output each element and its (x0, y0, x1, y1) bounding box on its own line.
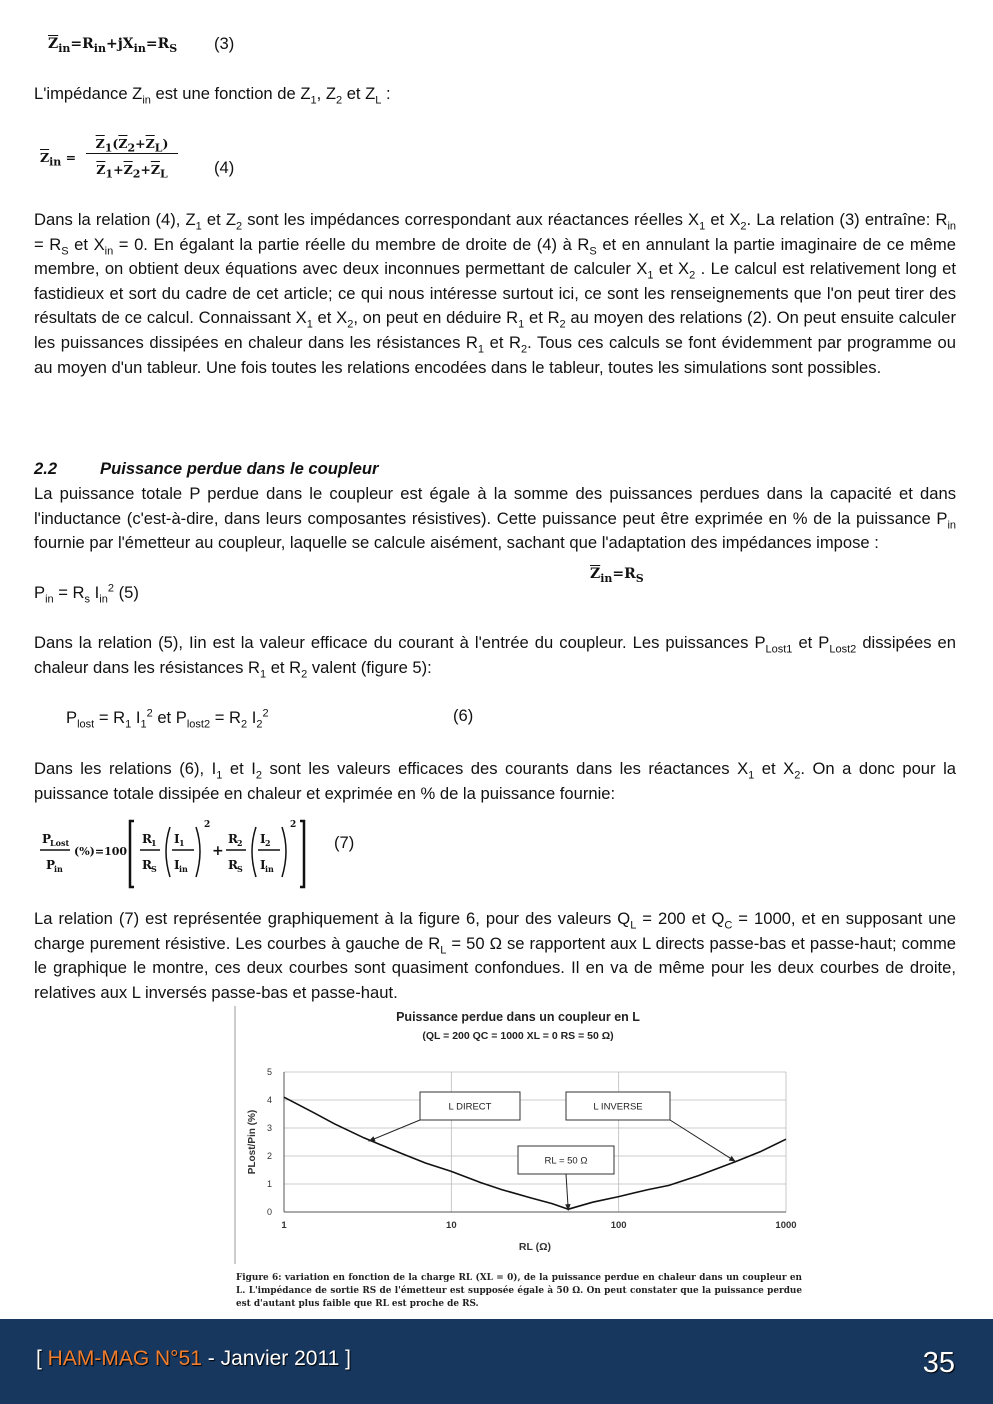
svg-text:R: R (228, 858, 238, 872)
paragraph-2: La puissance totale P perdue dans le coupleur est égale à la somme des puissances perdues dans la capacité et dans l'inductance (c'est-à-dire, dans leurs composantes résistives). Cette puissance peut être exprimée en % de la puissance $P_{in}$ fournie par l'émetteur au coupleur, laquelle se calcule aisément, sachant que l'adaptation des impédances impose : (34, 484, 956, 553)
equation-6: $P_{lost} = R_1$ $I_1^2$ et $P_{lost2} = R_2$ $I_2^2$ (66, 707, 269, 731)
chart-subtitle: (QL = 200 QC = 1000 XL = 0 RS = 50 Ω) (422, 1030, 614, 1042)
figure-caption: Figure 6: variation en fonction de la charge RL (XL = 0), de la puissance perdue en chaleur dans un coupleur en L. L'impédance de sortie RS de l'émetteur est supposée égale à 50 Ω. On peut constater que la puissance perdue est d'autant plus faible que RL est proche de RS. (236, 1273, 802, 1309)
equation-6-number: (6) (453, 706, 474, 725)
footer-issue: [ HAM-MAG N°51 - Janvier 2011 ] (36, 1347, 351, 1370)
chart-y-axis-label: PLost/Pin (%) (247, 1109, 258, 1175)
magazine-name: HAM-MAG N°51 (47, 1347, 202, 1370)
annotation-arrow-direct (369, 1120, 420, 1141)
equation-zin-rs-image: $\overline{Z}_{in}=R_S$ (590, 566, 644, 585)
chart-y-tick-label: 4 (266, 1095, 272, 1105)
annotation-arrow-inverse (670, 1120, 736, 1162)
paragraph-1: Dans la relation (4), $Z_1$ et $Z_2$ sont les impédances correspondant aux réactances réelles $X_1$ et $X_2$. La relation (3) entraîne: $R_{in} = R_S$ et $X_{in} = 0$. En égalant la partie réelle du membre de droite de (4) à $R_S$ et en annulant la partie imaginaire de ce même membre, on obtient deux équations avec deux inconnues permettant de calculer $X_1$ et $X_2$ . Le calcul est relativement long et fastidieux et sort du cadre de cet article; ce qui nous intéresse surtout ici, ce sont les renseignements que l'on peut tirer des résultats de ce calcul. Connaissant $X_1$ et $X_2$, on peut en déduire $R_1$ et $R_2$ au moyen des relations (2). On peut ensuite calculer les puissances dissipées en chaleur dans les résistances $R_1$ et $R_2$. Tous ces calculs se font évidemment par programme ou au moyen d'un tableur. Une fois toutes les relations encodées dans le tableur, toutes les simulations sont possibles. (34, 210, 957, 377)
svg-text:S: S (237, 864, 243, 874)
svg-text:(%)=100: (%)=100 (74, 845, 128, 858)
chart-x-tick-label: 10 (446, 1220, 457, 1231)
svg-text:R: R (142, 858, 152, 872)
svg-text:in: in (265, 864, 274, 874)
figure-6 (232, 1006, 804, 1318)
svg-text:+: + (212, 843, 224, 859)
annotation-l-direct-label: L DIRECT (448, 1101, 492, 1113)
issue-date: Janvier 2011 (220, 1347, 340, 1370)
svg-text:2: 2 (237, 838, 243, 848)
svg-text:S: S (151, 864, 157, 874)
svg-text:2: 2 (204, 820, 211, 830)
paragraph-5: La relation (7) est représentée graphiquement à la figure 6, pour des valeurs $Q_L = 200$ et $Q_C = 1000$, et en supposant une charge purement résistive. Les courbes à gauche de $R_L = 50$ Ω se rapportent aux L directs passe-bas et passe-haut; comme le graphique le montre, ces deux courbes sont quasiment confondues. Il en va de même pour les deux courbes de droite, relatives aux L inversés passe-bas et passe-haut. (34, 909, 956, 1002)
svg-text:I: I (260, 832, 266, 846)
chart-y-tick-label: 1 (266, 1179, 272, 1189)
svg-text:Lost: Lost (50, 838, 70, 848)
chart-plot (232, 1006, 804, 1266)
svg-text:I: I (174, 832, 180, 846)
equation-7-image (38, 815, 310, 891)
equation-3-image: $\overline{Z}_{in}=R_{in}+jX_{in}=R_S$ (48, 36, 178, 55)
annotation-arrow-direct-head (369, 1136, 376, 1141)
chart-y-tick-label: 2 (266, 1151, 272, 1161)
chart-x-tick-label: 1000 (775, 1220, 797, 1231)
svg-text:in: in (179, 864, 188, 874)
svg-text:in: in (54, 864, 63, 874)
svg-text:I: I (260, 858, 266, 872)
annotation-l-inverse-label: L INVERSE (593, 1101, 643, 1113)
annotation-rl-50-label: RL = 50 Ω (544, 1155, 588, 1167)
annotation-arrow-rl50-head (565, 1204, 570, 1211)
intro-line: L'impédance $Z_{in}$ est une fonction de $Z_1$, $Z_2$ et $Z_L$ : (34, 84, 391, 107)
svg-text:2: 2 (265, 838, 271, 848)
equation-5: $P_{in} = R_s$ $I_{in}^2$ (5) (34, 582, 139, 606)
svg-text:1: 1 (179, 838, 185, 848)
equation-7-number: (7) (334, 833, 355, 852)
paragraph-3: Dans la relation (5), Iin est la valeur efficace du courant à l'entrée du coupleur. Les puissances $P_{Lost1}$ et $P_{Lost2}$ dissipées en chaleur dans les résistances $R_1$ et $R_2$ valent (figure 5): (34, 633, 956, 680)
svg-text:R: R (142, 832, 152, 846)
svg-text:P: P (46, 858, 56, 872)
chart-x-axis-label: RL (Ω) (518, 1241, 552, 1253)
annotation-arrow-inverse-head (729, 1156, 736, 1162)
equation-4-image: $\overline{Z}_{in}$ = $\overline{Z}_1(\overline{Z}_2+\overline{Z}_L)$ $\overline{Z}_1+\overline{Z}_2+\overline{Z}_L$ (40, 136, 180, 186)
chart-x-tick-label: 100 (610, 1220, 627, 1231)
svg-text:2: 2 (290, 820, 297, 830)
svg-text:1: 1 (151, 838, 157, 848)
chart-title: Puissance perdue dans un coupleur en L (396, 1010, 640, 1024)
equation-4-number: (4) (214, 158, 235, 177)
page-number: 35 (922, 1347, 955, 1379)
chart-x-tick-label: 1 (281, 1220, 287, 1231)
section-heading (34, 457, 956, 482)
paragraph-4: Dans les relations (6), $I_1$ et $I_2$ sont les valeurs efficaces des courants dans les réactances $X_1$ et $X_2$. On a donc pour la puissance totale dissipée en chaleur et exprimée en % de la puissance fournie: (34, 759, 956, 803)
svg-text:I: I (174, 858, 180, 872)
chart-y-tick-label: 3 (266, 1123, 272, 1133)
section-title: Puissance perdue dans le coupleur (100, 459, 379, 478)
chart-y-tick-label: 0 (266, 1207, 272, 1217)
section-number: 2.2 (34, 459, 58, 478)
svg-text:P: P (42, 832, 52, 846)
chart-y-tick-label: 5 (266, 1067, 272, 1077)
equation-3-number: (3) (214, 34, 235, 53)
svg-text:R: R (228, 832, 238, 846)
page-footer (0, 1319, 993, 1404)
